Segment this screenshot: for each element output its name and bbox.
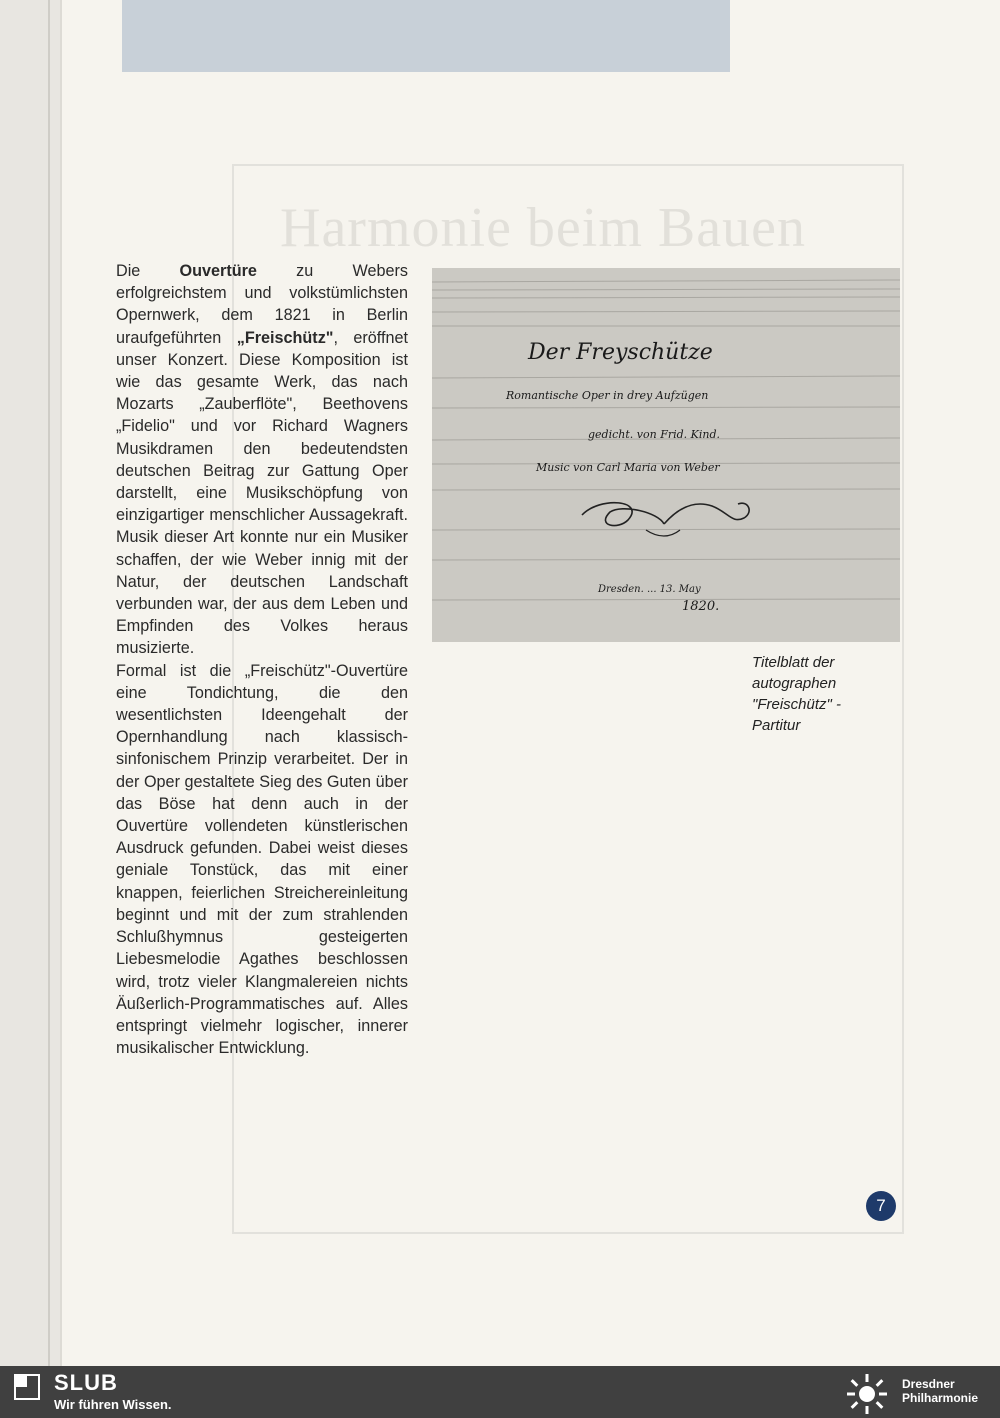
- manuscript-composer: Music von Carl Maria von Weber: [536, 461, 720, 474]
- philharmonie-name: Dresdner Philharmonie: [902, 1377, 979, 1405]
- manuscript-year: 1820.: [682, 599, 720, 614]
- philharmonie-logo-icon: [842, 1370, 892, 1416]
- manuscript-title: Der Freyschütze: [528, 340, 713, 365]
- highlight-ouverture: Ouvertüre: [179, 262, 257, 280]
- manuscript-image: [432, 268, 900, 642]
- manuscript-figure: [432, 268, 900, 642]
- page-number-badge: 7: [866, 1191, 896, 1221]
- footer-bar: [0, 1366, 1000, 1418]
- header-bleed-band: [122, 0, 730, 72]
- page-fold-left: [48, 0, 50, 1366]
- figure-caption: Titelblatt der autographen "Freischütz" - Partitur: [752, 654, 841, 734]
- article-body: [116, 260, 408, 1059]
- manuscript-subtitle: Romantische Oper in drey Aufzügen: [506, 389, 709, 402]
- slub-tagline: Wir führen Wissen.: [54, 1397, 172, 1412]
- slub-logo-icon: [14, 1374, 40, 1400]
- article-paragraph-2: Formal ist die „Freischütz"-Ouvertüre eine Tondichtung, die den wesentlichsten Ideengehalt der Opernhandlung nach klassisch-sinfonischem Prinzip verarbeitet. Der in der Oper gestaltete Sieg des Guten über das Böse hat denn auch in der Ouvertüre vollendeten künstlerischen Ausdruck gefunden. Dabei weist dieses geniale Tonstück, das mit einer knappen, feierlichen Streichereinleitung beginnt und mit der zum strahlenden Schlußhymnus gesteigerten Liebesmelodie Agathes beschlossen wird, trotz vieler Klangmalereien nichts Äußerlich-Programmatisches auf. Alles entspringt vielmehr logischer, innerer musikalischer Entwicklung.: [116, 661, 408, 1058]
- slub-name: SLUB: [54, 1370, 118, 1395]
- article-paragraph-1: Die Ouvertüre zu Webers erfolgreichstem und volkstümlichsten Opernwerk, dem 1821 in Berlin uraufgeführten „Freischütz", eröffnet unser Konzert. Diese Komposition ist wie das gesamte Werk, das nach Mozarts „Zauberflöte", Beethovens „Fidelio" und vor Richard Wagners Musikdramen den bedeutendsten deutschen Beitrag zur Gattung Oper darstellt, eine Musikschöpfung von einzigartiger menschlicher Aussagekraft. Musik dieser Art konnte nur ein Musiker schaffen, der wie Weber innig mit der Natur, der deutschen Landschaft verbunden war, der aus dem Leben und Empfinden des Volkes heraus musizierte.: [116, 262, 408, 658]
- page-fold-right: [60, 0, 62, 1366]
- manuscript-librettist: gedicht. von Frid. Kind.: [588, 428, 720, 441]
- highlight-freischuetz: „Freischütz": [236, 328, 334, 347]
- show-through-title: Harmonie beim Bauen: [280, 197, 806, 259]
- manuscript-place: Dresden. ... 13. May: [598, 584, 701, 595]
